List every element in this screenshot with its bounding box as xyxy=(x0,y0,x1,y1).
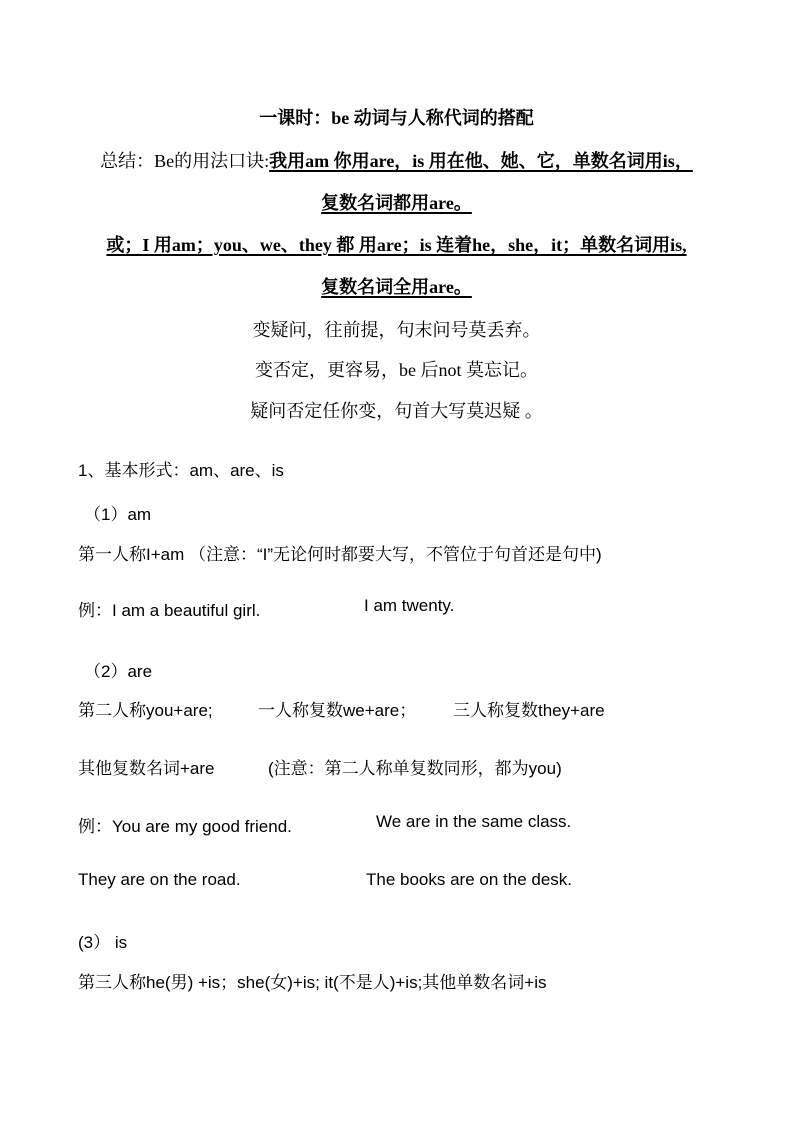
summary-rule: 我用am 你用are，is 用在他、她、它，单数名词用is， xyxy=(269,151,693,171)
subsection-label-are: （2）are xyxy=(84,662,153,681)
summary-line-3: 或；I 用am；you、we、they 都 用are；is 连着he，she，it；单数名词用is, xyxy=(106,235,687,255)
are-example-1: 例：You are my good friend. xyxy=(78,817,292,836)
are-example-3: They are on the road. xyxy=(78,870,241,889)
are-example-2: We are in the same class. xyxy=(376,812,572,831)
are-rule-note: (注意：第二人称单复数同形，都为you) xyxy=(268,759,562,778)
summary-line-1 xyxy=(0,147,793,173)
mnemonic-line: 变否定，更容易，be 后not 莫忘记。 xyxy=(255,360,538,380)
subsection-label-is: (3） is xyxy=(78,933,128,952)
summary-line-2: 复数名词都用are。 xyxy=(321,193,472,213)
page-title: 一课时：be 动词与人称代词的搭配 xyxy=(259,108,534,128)
are-rule-other: 其他复数名词+are xyxy=(78,759,215,778)
is-rule: 第三人称he(男) +is；she(女)+is; it(不是人)+is;其他单数名词+is xyxy=(78,973,547,992)
are-rule-1: 第二人称you+are; xyxy=(78,701,213,720)
subsection-label-am: （1）am xyxy=(84,505,152,524)
am-example-2: I am twenty. xyxy=(364,596,455,615)
mnemonic-line: 疑问否定任你变，句首大写莫迟疑 。 xyxy=(250,401,543,421)
are-rule-3: 三人称复数they+are xyxy=(453,701,605,720)
am-rule: 第一人称I+am （注意：“I”无论何时都要大写，不管位于句首还是句中) xyxy=(78,545,602,564)
summary-line-4: 复数名词全用are。 xyxy=(321,277,472,297)
section-heading: 1、基本形式：am、are、is xyxy=(78,461,284,480)
summary-prefix: 总结：Be的用法口诀: xyxy=(100,151,270,171)
am-example-1: 例：I am a beautiful girl. xyxy=(78,601,261,620)
are-rule-2: 一人称复数we+are； xyxy=(258,701,417,720)
are-example-4: The books are on the desk. xyxy=(366,870,573,889)
mnemonic-line: 变疑问，往前提，句末问号莫丢弃。 xyxy=(252,320,541,340)
